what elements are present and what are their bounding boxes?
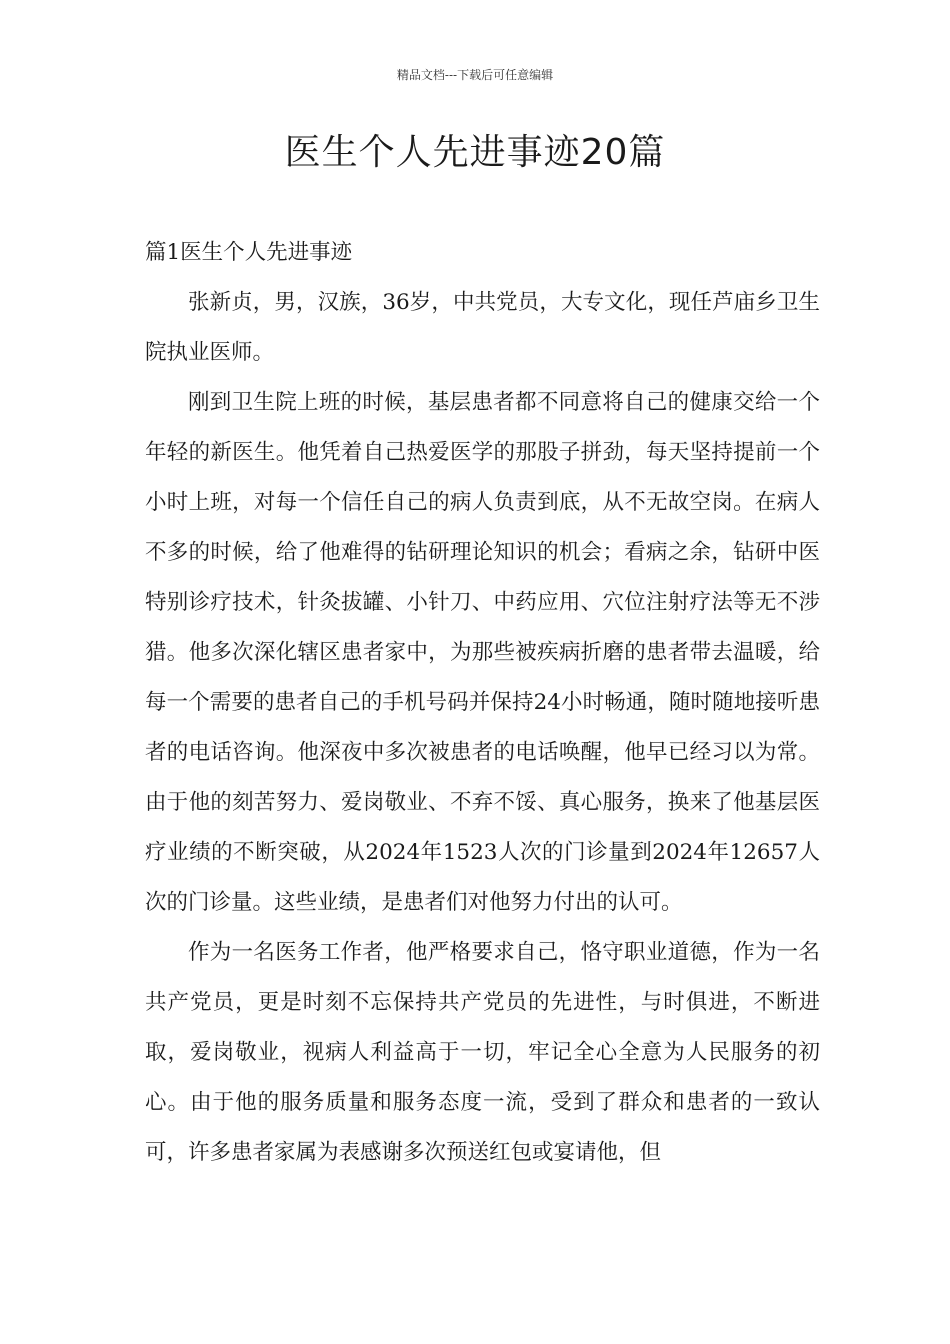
section-heading: 篇1医生个人先进事迹 [145,240,353,265]
document-title: 医生个人先进事迹20篇 [284,132,666,173]
paragraph-2: 刚到卫生院上班的时候，基层患者都不同意将自己的健康交给一个年轻的新医生。他凭着自己热爱医学的那股子拼劲，每天坚持提前一个小时上班，对每一个信任自己的病人负责到底，从不无故空岗。在病人不多的时候，给了他难得的钻研理论知识的机会；看病之余，钻研中医特别诊疗技术，针灸拔罐、小针刀、中药应用、穴位注射疗法等无不涉猎。他多次深化辖区患者家中，为那些被疾病折磨的患者带去温暖，给每一个需要的患者自己的手机号码并保持24小时畅通，随时随地接听患者的电话咨询。他深夜中多次被患者的电话唤醒，他早已经习以为常。由于他的刻苦努力、爱岗敬业、不弃不馁、真心服务，换来了他基层医疗业绩的不断突破，从2024年1523人次的门诊量到2024年12657人次的门诊量。这些业绩，是患者们对他努力付出的认可。 [145,390,820,915]
paragraph-3: 作为一名医务工作者，他严格要求自己，恪守职业道德，作为一名共产党员，更是时刻不忘保持共产党员的先进性，与时俱进，不断进取，爱岗敬业，视病人利益高于一切，牢记全心全意为人民服务的初心。由于他的服务质量和服务态度一流，受到了群众和患者的一致认可，许多患者家属为表感谢多次预送红包或宴请他，但 [145,940,820,1165]
paragraph-1: 张新贞，男，汉族，36岁，中共党员，大专文化，现任芦庙乡卫生院执业医师。 [145,290,820,365]
document-body [145,228,820,1178]
page-header: 精品文档---下载后可任意编辑 [396,68,554,82]
